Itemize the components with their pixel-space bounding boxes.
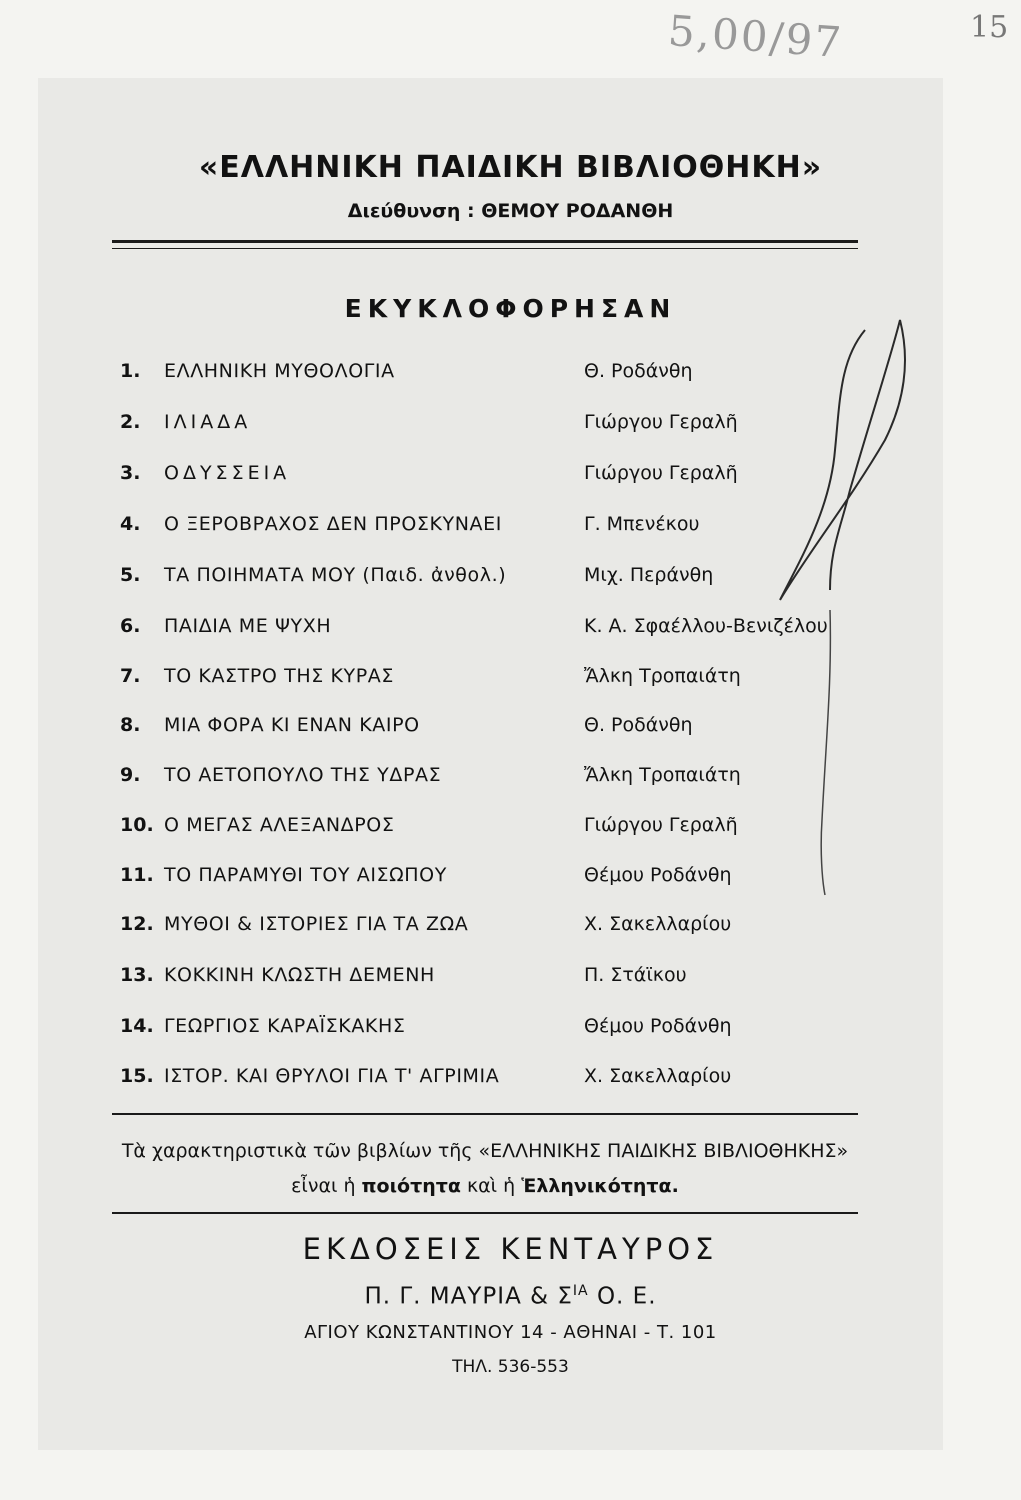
book-author: Θ. Ροδάνθη xyxy=(584,714,693,736)
book-author: Χ. Σακελλαρίου xyxy=(584,1065,732,1087)
book-title: ΜΥΘΟΙ & ΙΣΤΟΡΙΕΣ ΓΙΑ ΤΑ ΖΩΑ xyxy=(164,913,469,935)
firm-type: Ο. Ε. xyxy=(588,1283,657,1310)
book-title: ΟΔΥΣΣΕΙΑ xyxy=(164,462,291,484)
book-author: Ἄλκη Τροπαιάτη xyxy=(584,665,741,687)
book-title: ΕΛΛΗΝΙΚΗ ΜΥΘΟΛΟΓΙΑ xyxy=(164,360,395,382)
book-author: Γιώργου Γεραλῆ xyxy=(584,462,738,484)
book-author: Γ. Μπενέκου xyxy=(584,513,700,535)
book-number: 2. xyxy=(120,411,141,433)
publisher-firm xyxy=(0,1283,1021,1310)
series-direction: Διεύθυνση : ΘΕΜΟΥ ΡΟΔΑΝΘΗ xyxy=(347,200,674,222)
book-author: Γιώργου Γεραλῆ xyxy=(584,814,738,836)
book-title: ΤΟ ΑΕΤΟΠΟΥΛΟ ΤΗΣ ΥΔΡΑΣ xyxy=(164,764,442,786)
book-author: Θ. Ροδάνθη xyxy=(584,360,693,382)
book-number: 10. xyxy=(120,814,154,836)
book-number: 4. xyxy=(120,513,141,535)
header-rule-top xyxy=(112,240,858,243)
book-number: 11. xyxy=(120,864,154,886)
book-author: Μιχ. Περάνθη xyxy=(584,564,714,586)
note-text-2: καὶ ἡ xyxy=(460,1175,522,1197)
book-number: 1. xyxy=(120,360,141,382)
book-title: ΤΑ ΠΟΙΗΜΑΤΑ ΜΟΥ (Παιδ. ἀνθολ.) xyxy=(164,564,507,586)
book-title: Ο ΞΕΡΟΒΡΑΧΟΣ ΔΕΝ ΠΡΟΣΚΥΝΑΕΙ xyxy=(164,513,502,535)
publisher-name: ΕΚΔΟΣΕΙΣ ΚΕΝΤΑΥΡΟΣ xyxy=(302,1232,719,1266)
book-title: ΙΛΙΑΔΑ xyxy=(164,411,252,433)
series-title: «ΕΛΛΗΝΙΚΗ ΠΑΙΔΙΚΗ ΒΙΒΛΙΟΘΗΚΗ» xyxy=(198,150,823,185)
list-heading: ΕΚΥΚΛΟΦΟΡΗΣΑΝ xyxy=(344,294,677,323)
book-author: Ἄλκη Τροπαιάτη xyxy=(584,764,741,786)
book-number: 3. xyxy=(120,462,141,484)
note-bold-quality: ποιότητα xyxy=(361,1175,461,1197)
book-author: Κ. Α. Σφαέλλου-Βενιζέλου xyxy=(584,615,828,637)
book-number: 15. xyxy=(120,1065,154,1087)
book-author: Θέμου Ροδάνθη xyxy=(584,864,732,886)
note-text-1: Τὰ χαρακτηριστικὰ τῶν βιβλίων τῆς «ΕΛΛΗΝΙΚΗΣ ΠΑΙΔΙΚΗΣ ΒΙΒΛΙΟΘΗΚΗΣ» εἶναι ἡ xyxy=(121,1140,849,1197)
handwritten-margin-note: 5,00/97 xyxy=(666,5,845,68)
book-number: 13. xyxy=(120,964,154,986)
book-title: ΤΟ ΚΑΣΤΡΟ ΤΗΣ ΚΥΡΑΣ xyxy=(164,665,394,687)
publisher-address: ΑΓΙΟΥ ΚΩΝΣΤΑΝΤΙΝΟΥ 14 - ΑΘΗΝΑΙ - Τ. 101 xyxy=(304,1322,717,1343)
header-rule-bottom xyxy=(112,248,858,249)
book-number: 7. xyxy=(120,665,141,687)
book-title: ΓΕΩΡΓΙΟΣ ΚΑΡΑΪΣΚΑΚΗΣ xyxy=(164,1015,406,1037)
book-title: Ο ΜΕΓΑΣ ΑΛΕΞΑΝΔΡΟΣ xyxy=(164,814,395,836)
book-row xyxy=(0,1065,1021,1099)
book-row xyxy=(0,1015,1021,1049)
footer-rule-top xyxy=(112,1113,858,1115)
book-number: 12. xyxy=(120,913,154,935)
page-number: 15 xyxy=(970,10,1009,45)
series-characteristics-note xyxy=(112,1134,858,1204)
book-title: ΜΙΑ ΦΟΡΑ ΚΙ ΕΝΑΝ ΚΑΙΡΟ xyxy=(164,714,420,736)
publisher-phone: ΤΗΛ. 536-553 xyxy=(452,1357,569,1377)
book-author: Π. Στάϊκου xyxy=(584,964,687,986)
book-author: Γιώργου Γεραλῆ xyxy=(584,411,738,433)
book-title: ΙΣΤΟΡ. ΚΑΙ ΘΡΥΛΟΙ ΓΙΑ Τ' ΑΓΡΙΜΙΑ xyxy=(164,1065,500,1087)
book-number: 5. xyxy=(120,564,141,586)
book-author: Χ. Σακελλαρίου xyxy=(584,913,732,935)
book-number: 8. xyxy=(120,714,141,736)
book-title: ΚΟΚΚΙΝΗ ΚΛΩΣΤΗ ΔΕΜΕΝΗ xyxy=(164,964,435,986)
book-row xyxy=(0,913,1021,947)
book-row xyxy=(0,964,1021,998)
book-title: ΤΟ ΠΑΡΑΜΥΘΙ ΤΟΥ ΑΙΣΩΠΟΥ xyxy=(164,864,447,886)
book-author: Θέμου Ροδάνθη xyxy=(584,1015,732,1037)
note-bold-greekness: Ἑλληνικότητα. xyxy=(521,1175,679,1197)
book-number: 9. xyxy=(120,764,141,786)
footer-rule-bottom xyxy=(112,1212,858,1214)
handwritten-scribble xyxy=(770,300,920,900)
firm-name: Π. Γ. ΜΑΥΡΙΑ & Σ xyxy=(364,1283,573,1310)
book-number: 6. xyxy=(120,615,141,637)
book-number: 14. xyxy=(120,1015,154,1037)
book-title: ΠΑΙΔΙΑ ΜΕ ΨΥΧΗ xyxy=(164,615,332,637)
firm-superscript: ΙΑ xyxy=(572,1283,589,1299)
